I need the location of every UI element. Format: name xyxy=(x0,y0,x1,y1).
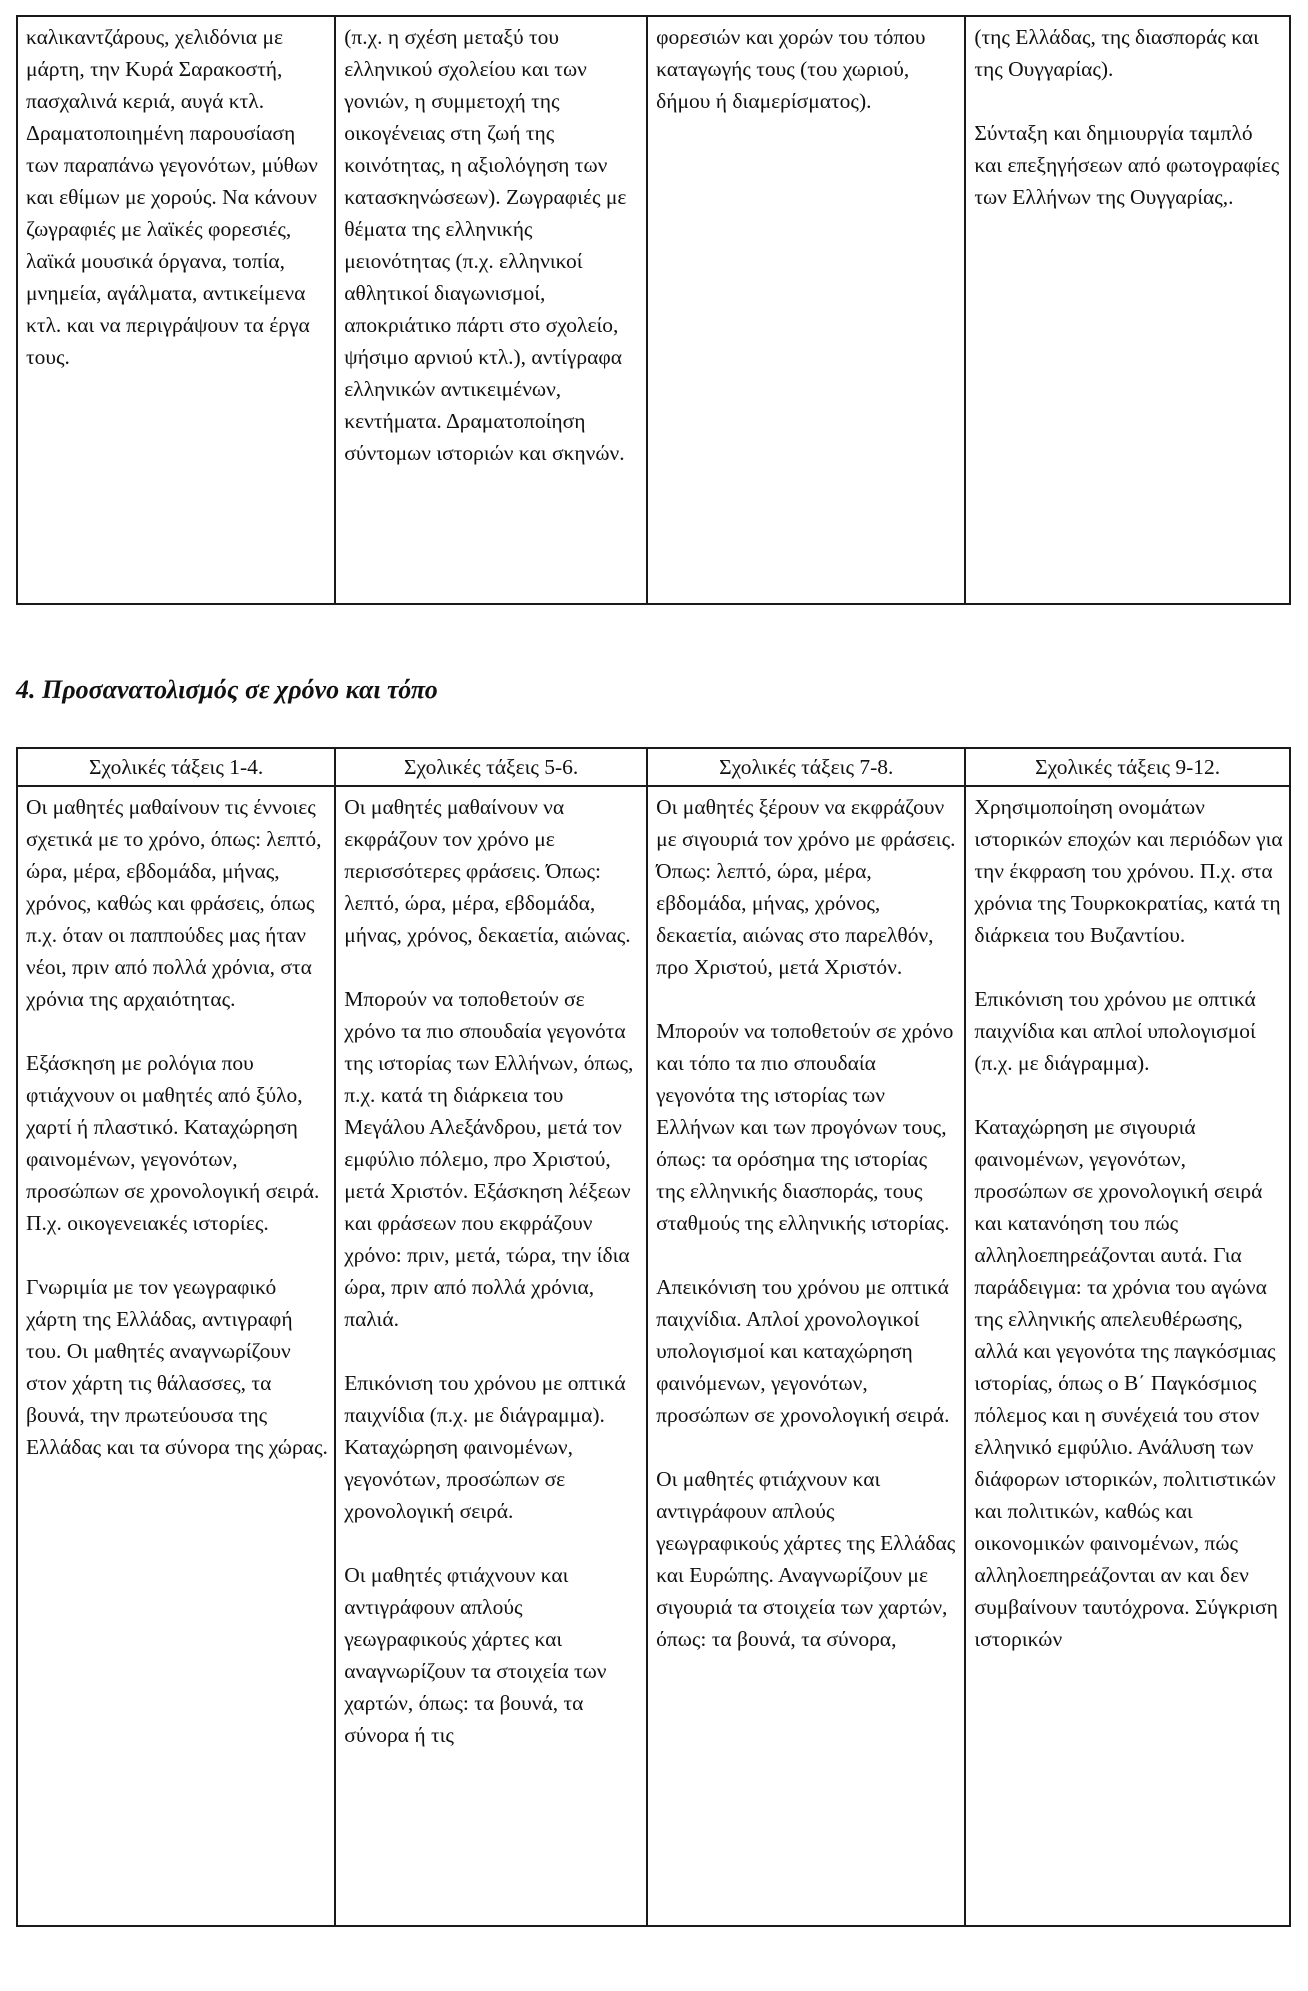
cell-text: Σύνταξη και δημιουργία ταμπλό και επεξηγήσεων από φωτογραφίες των Ελλήνων της Ουγγαρίας,. xyxy=(974,121,1280,209)
cell-text: (π.χ. η σχέση μεταξύ του ελληνικού σχολείου και των γονιών, η συμμετοχή της οικογένειας στη ζωή της κοινότητας, η αξιολόγηση των κατασκηνώσεων). Ζωγραφιές με θέματα της ελληνικής μειονότητας (π.χ. ελληνικοί αθλητικοί διαγωνισμοί, αποκριάτικο πάρτι στο σχολείο, ψήσιμο αρνιού κτλ.), αντίγραφα ελληνικών αντικειμένων, κεντήματα. Δραματοποίηση σύντομων ιστοριών και σκηνών. xyxy=(344,25,627,465)
table-cell-col-4 xyxy=(965,16,1290,604)
paragraph: Οι μαθητές μαθαίνουν να εκφράζουν τον χρόνο με περισσότερες φράσεις. Όπως: λεπτό, ώρα, μέρα, εβδομάδα, μήνας, χρόνος, δεκαετία, αιώνας. xyxy=(344,795,631,947)
table-cell-col-3 xyxy=(647,16,965,604)
paragraph: Επικόνιση του χρόνου με οπτικά παιχνίδια (π.χ. με διάγραμμα). Καταχώρηση φαινομένων, γεγονότων, προσώπων σε χρονολογική σειρά. xyxy=(344,1371,626,1523)
table-header-row xyxy=(17,748,1290,786)
paragraph-gap xyxy=(974,85,1283,117)
table-cell-col-1 xyxy=(17,16,335,604)
cell-grades-9-12 xyxy=(965,786,1290,1926)
continuation-table xyxy=(16,15,1291,605)
paragraph-gap xyxy=(656,1239,958,1271)
paragraph: Οι μαθητές φτιάχνουν και αντιγράφουν απλούς γεωγραφικούς χάρτες της Ελλάδας και Ευρώπης. Αναγνωρίζουν με σιγουριά τα στοιχεία των χαρτών, όπως: τα βουνά, τα σύνορα, xyxy=(656,1467,956,1651)
paragraph: Εξάσκηση με ρολόγια που φτιάχνουν οι μαθητές από ξύλο, χαρτί ή πλαστικό. Καταχώρηση φαινομένων, γεγονότων, προσώπων σε χρονολογική σειρά. Π.χ. οικογενειακές ιστορίες. xyxy=(26,1051,320,1235)
paragraph-gap xyxy=(656,1431,958,1463)
cell-grades-7-8 xyxy=(647,786,965,1926)
cell-text: φορεσιών και χορών του τόπου καταγωγής τους (του χωριού, δήμου ή διαμερίσματος). xyxy=(656,25,926,113)
paragraph-gap xyxy=(344,951,640,983)
paragraph: Οι μαθητές φτιάχνουν και αντιγράφουν απλούς γεωγραφικούς χάρτες και αναγνωρίζουν τα στοιχεία των χαρτών, όπως: τα βουνά, τα σύνορα ή τις xyxy=(344,1563,607,1747)
table-row xyxy=(17,786,1290,1926)
paragraph-gap xyxy=(26,1239,328,1271)
paragraph: Μπορούν να τοποθετούν σε χρόνο και τόπο τα πιο σπουδαία γεγονότα της ιστορίας των Ελλήνων και των προγόνων τους, όπως: τα ορόσημα της ιστορίας της ελληνικής διασποράς, τους σταθμούς της ελληνικής ιστορίας. xyxy=(656,1019,954,1235)
paragraph: Μπορούν να τοποθετούν σε χρόνο τα πιο σπουδαία γεγονότα της ιστορίας των Ελλήνων, όπως, π.χ. κατά τη διάρκεια του Μεγάλου Αλεξάνδρου, μετά τον εμφύλιο πόλεμο, προ Χριστού, μετά Χριστόν. Εξάσκηση λέξεων και φράσεων που εκφράζουν χρόνο: πριν, μετά, τώρα, την ίδια ώρα, πριν από πολλά χρόνια, παλιά. xyxy=(344,987,634,1331)
column-header-grades-5-6: Σχολικές τάξεις 5-6. xyxy=(335,748,647,786)
paragraph: Οι μαθητές μαθαίνουν τις έννοιες σχετικά με το χρόνο, όπως: λεπτό, ώρα, μέρα, εβδομάδα, μήνας, χρόνος, καθώς και φράσεις, όπως π.χ. όταν οι παππούδες μας ήταν νέοι, πριν από πολλά χρόνια, στα χρόνια της αρχαιότητας. xyxy=(26,795,322,1011)
paragraph-gap xyxy=(974,1079,1283,1111)
paragraph: Οι μαθητές ξέρουν να εκφράζουν με σιγουριά τον χρόνο με φράσεις. Όπως: λεπτό, ώρα, μέρα, εβδομάδα, μήνας, χρόνος, δεκαετία, αιώνας στο παρελθόν, προ Χριστού, μετά Χριστόν. xyxy=(656,795,956,979)
cell-text: καλικαντζάρους, χελιδόνια με μάρτη, την Κυρά Σαρακοστή, πασχαλινά κεριά, αυγά κτλ. Δραματοποιημένη παρουσίαση των παραπάνω γεγονότων, μύθων και εθίμων με χορούς. Να κάνουν ζωγραφιές με λαϊκές φορεσιές, λαϊκά μουσικά όργανα, τοπία, μνημεία, αγάλματα, αντικείμενα κτλ. και να περιγράψουν τα έργα τους. xyxy=(26,25,318,369)
paragraph: Επικόνιση του χρόνου με οπτικά παιχνίδια και απλοί υπολογισμοί (π.χ. με διάγραμμα). xyxy=(974,987,1256,1075)
table-cell-col-2 xyxy=(335,16,647,604)
paragraph-gap xyxy=(344,1335,640,1367)
section-heading: 4. Προσανατολισμός σε χρόνο και τόπο xyxy=(16,675,438,704)
paragraph: Γνωριμία με τον γεωγραφικό χάρτη της Ελλάδας, αντιγραφή του. Οι μαθητές αναγνωρίζουν στον χάρτη τις θάλασσες, τα βουνά, την πρωτεύουσα της Ελλάδας και τα σύνορα της χώρας. xyxy=(26,1275,328,1459)
paragraph-gap xyxy=(974,951,1283,983)
paragraph-gap xyxy=(26,1015,328,1047)
paragraph: Καταχώρηση με σιγουριά φαινομένων, γεγονότων, προσώπων σε χρονολογική σειρά και κατανόηση του πώς αλληλοεπηρεάζονται αυτά. Για παράδειγμα: τα χρόνια του αγώνα της ελληνικής απελευθέρωσης, αλλά και γεγονότα της παγκόσμιας ιστορίας, όπως ο Β΄ Παγκόσμιος πόλεμος και η συνέχειά του στον ελληνικό εμφύλιο. Ανάλυση των διάφορων ιστορικών, πολιτιστικών και πολιτικών, καθώς και οικονομικών φαινομένων, πώς αλληλοεπηρεάζονται αν και δεν συμβαίνουν ταυτόχρονα. Σύγκριση ιστορικών xyxy=(974,1115,1278,1651)
table-row xyxy=(17,16,1290,604)
paragraph-gap xyxy=(344,1527,640,1559)
paragraph: Χρησιμοποίηση ονομάτων ιστορικών εποχών και περιόδων για την έκφραση του χρόνου. Π.χ. στα χρόνια της Τουρκοκρατίας, κατά τη διάρκεια του Βυζαντίου. xyxy=(974,795,1283,947)
cell-text: (της Ελλάδας, της διασποράς και της Ουγγαρίας). xyxy=(974,25,1259,81)
cell-grades-5-6 xyxy=(335,786,647,1926)
curriculum-table xyxy=(16,747,1291,1927)
column-header-grades-1-4: Σχολικές τάξεις 1-4. xyxy=(17,748,335,786)
column-header-grades-7-8: Σχολικές τάξεις 7-8. xyxy=(647,748,965,786)
cell-grades-1-4 xyxy=(17,786,335,1926)
column-header-grades-9-12: Σχολικές τάξεις 9-12. xyxy=(965,748,1290,786)
paragraph: Απεικόνιση του χρόνου με οπτικά παιχνίδια. Απλοί χρονολογικοί υπολογισμοί και καταχώρηση φαινόμενων, γεγονότων, προσώπων σε χρονολογική σειρά. xyxy=(656,1275,950,1427)
paragraph-gap xyxy=(656,983,958,1015)
